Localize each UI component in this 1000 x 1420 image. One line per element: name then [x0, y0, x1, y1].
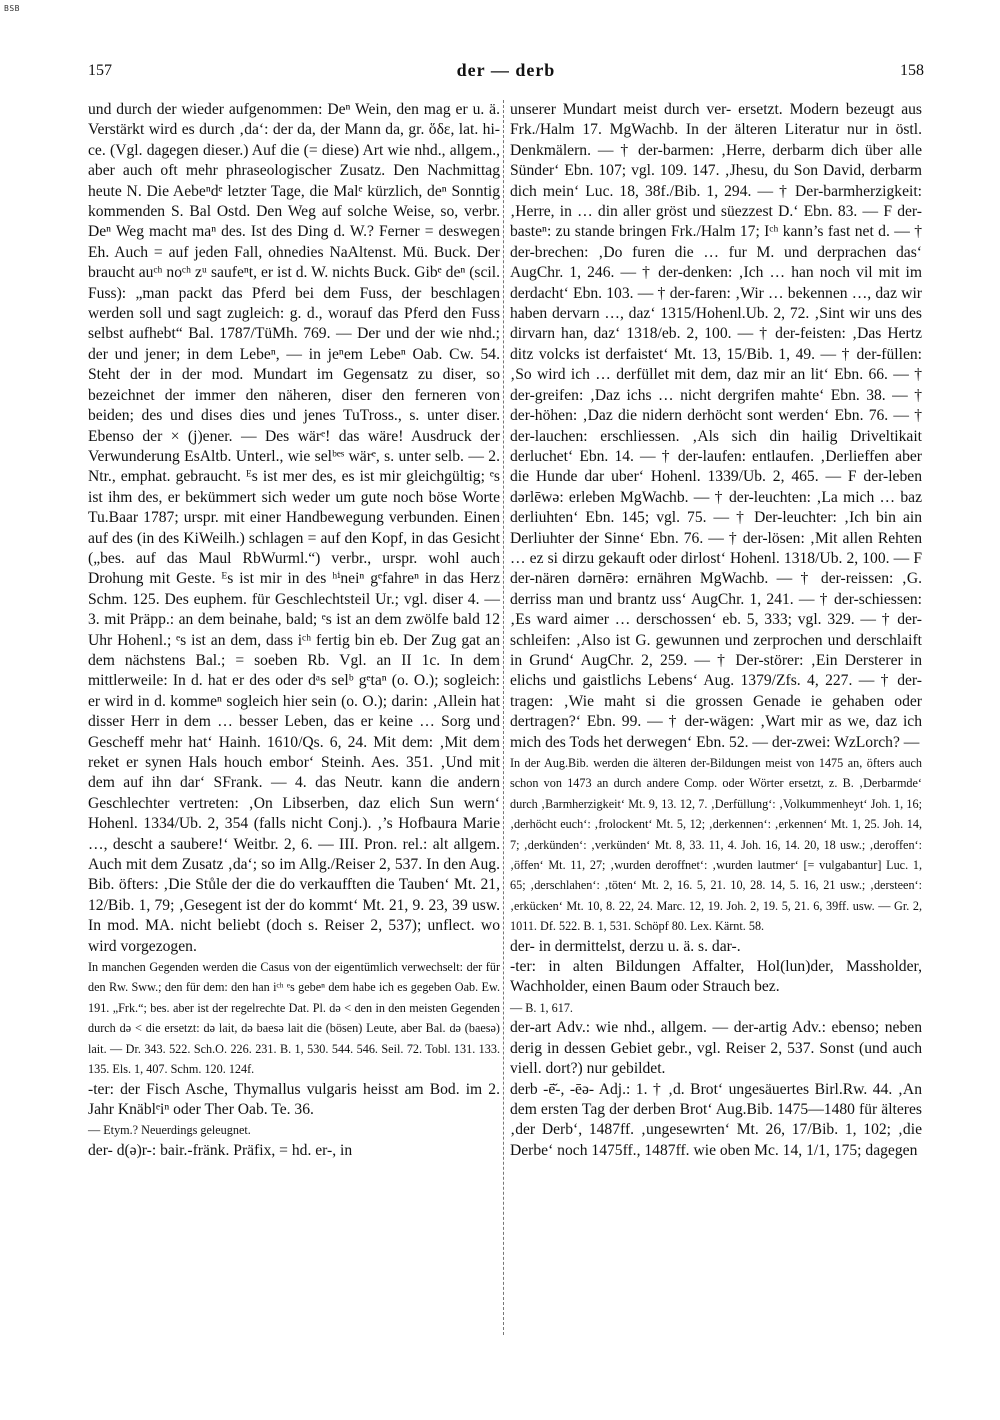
entry-der-prefix-continued: unserer Mundart meist durch ver- ersetzt. Modern bezeugt aus Frk./Halm 17. MgWachb. In der älteren Literatur nur in östl. Denkmälern. — † der-barmen: ‚Herre, derbarm dich über alle Sünder‘ Ebn. 107; vgl. 109. 147. ‚Jhesu, du Son David, derbarm dich mein‘ Luc. 18, 38f./Bib. 1, 294. — † Der-barmherzigkeit: ‚Herre, in … din aller gröst und süezzest D.‘ Ebn. 83. — F der-basteⁿ: zu stande bringen Frk./Halm 17; Iᶜʰ kann’s fast net d. — † der-brechen: ‚Do furen die … fur M. und derprachen das‘ AugChr. 1, 246. — † der-denken: ‚Ich … han noch vil mit im derdacht‘ Ebn. 103. — † der-faren: ‚Wir … bekennen …, daz wir haben dervarn …, daz‘ 1315/Hohenl.Ub. 2, 72. ‚Sint wir uns des dirvarn han, daz‘ 1318/eb. 2, 100. — † der-feisten: ‚Das Hertz ditz volcks ist derfaistet‘ Mt. 13, 15/Bib. 1, 49. — † der-füllen: ‚So wird ich … derfüllet mit dem, daz mir an lit‘ Ebn. 66. — † der-greifen: ‚Daz ichs … nicht dergrifen mahte‘ Ebn. 38. — † der-höhen: ‚Daz die nidern derhöcht sont werden‘ Ebn. 76. — † der-lauchen: erschliessen. ‚Als sich din hailig Driveltikait derluchet‘ Ebn. 14. — † der-laufen: entlaufen. ‚Derlieffen aber die Hunde dar uber‘ Hohenl. 1339/Ub. 2, 465. — F der-leben dərlēwə: erleben MgWachb. — † der-leuchten: ‚La mich … baz derliuhten‘ Ebn. 145; vgl. 75. — † Der-leuchter: ‚Ich bin ain Derliuhter der Sinne‘ Ebn. 76. — † der-lösen: ‚Mit allen Rehten … ez si dirzu gekauft oder dirlost‘ Hohenl. 1318/Ub. 2, 100. — F der-nären dərnērə: ernähren MgWachb. — † der-reissen: ‚G. derriss man und brantz uss‘ AugChr. 1, 241. — † der-schiessen: ‚Es ward aimer … derschossen‘ eb. 5, 333; vgl. 329. — † der-schleifen: ‚Also ist G. gewunnen und zerprochen und derschlaift in Grund‘ AugChr. 2, 259. — † Der-störer: ‚Ein Dersterer in elichs und gaistlichs Lebens‘ Aug. 1379/Zfs. 4, 227. — † der-tragen: ‚Wie maht si die grossen Genade ie gehaben oder dertragen?‘ Ebn. 99. — † der-wägen: ‚Wart mir as we, daz ich mich des Tods het derwegen‘ Ebn. 52. — der-zwei: WzLorch? —: [510, 101, 922, 751]
entry-der-continued: und durch der wieder aufgenommen: Deⁿ Wein, den mag er u. ä. Verstärkt wird es durch ‚da‘: der da, der Mann da, gr. ὅδε, lat. hi-ce. (Vgl. dagegen dieser.) Auf die (= diese) Art wie nhd., allgem., aber auch oft mehr phraseologischer Zusatz. Den Nachmittag heute N. Die Aebeⁿdᵉ letzter Tage, die Malᵉ kürzlich, deⁿ Sonntig kommenden S. Bal Ostd. Den Weg auf solche Weise, so, verbr. Deⁿ Weg macht maⁿ des. Ist des Ding d. W.? Ferner = deswegen Eh. Auch = auf jeden Fall, ohnedies NaAltenst. Mü. Buck. Der braucht auᶜʰ noᶜʰ zᵘ saufeⁿt, er ist d. W. nichts Buck. Gibᵉ deⁿ (scil. Fuss): „man packt das Pferd bei dem Fuss, der beschlagen werden soll und sagt zugleich: g. d., worauf das Pferd den Fuss selbst aufhebt“ Bal. 1787/TüMh. 769. — Der und der wie nhd.; der und jener; in dem Lebeⁿ, — in jeⁿem Lebeⁿ Oab. Cw. 54. Steht der in der mod. Mundart im Gegensatz zu diser, so bezeichnet der immer den näheren, diser den ferneren von beiden; des und dises dies und jenes TuTross., s. unter diser. Ebenso der × (j)ener. — Des wärᵉ! das wäre! Ausdruck der Verwunderung EsAltb. Unterl., wie selᵇᵉˢ wärᵉ, s. unter selb. — 2. Ntr., emphat. gebraucht. ᴱs ist mer des, es ist mir gleichgültig; ᵉs ist ihm des, er bekümmert sich weder um gute noch böse Worte Tu.Baar 1787; urspr. mit einer Handbewegung verbunden. Einen auf des (in des KiWeilh.) schlagen = auf den Kopf, in das Gesicht („bes. auf das Maul RbWurml.“) verbr., urspr. wohl auch Drohung mit Geste. ᴱs ist mir in des ʰⁱneiⁿ gᵉfahreⁿ in das Herz Schm. 125. Des euphem. für Geschlechtsteil Ur.; vgl. diser 4. — 3. mit Präpp.: an dem beinahe, bald; ᵉs ist an dem zwölfe bald 12 Uhr Hohenl.; ᵉs ist an dem, dass iᶜʰ fertig bin eb. Der Zug gat an dem nächstens Bal.; = soeben Rb. Vgl. an II 1c. In dem mittlerweile: In d. hat er des oder dᵃs selᵇ gᵉtaⁿ (o. O.); sogleich: er wird in d. kommeⁿ sogleich hier sein (o. O.); darin: ‚Allein hat disser Herr in dem … besser Leben, das er keine … Sorg und Gescheff mehr hat‘ Hainh. 1610/Qs. 6, 24. Mit dem: ‚Mit dem reket er synen Hals houch embor‘ Steinh. Aes. 351. ‚Und mit dem auf ihn dar‘ SFrank. — 4. das Neutr. kann die andern Geschlechter vertreten: ‚On Libserben, daz elich Sun wern‘ Hohenl. 1334/Ub. 2, 354 (falls nicht Conj.). ‚’s Hofbaura Marie …, descht a saubere!‘ Weitbr. 2, 6. — III. Pron. rel.: alt allgem. Auch mit dem Zusatz ‚da‘; so im Allg./Reiser 2, 537. In den Aug. Bib. öfters: ‚Die Stůle der die do verkaufften die Tauben‘ Mt. 21, 12/Bib. 1, 79; ‚Gesegent ist der do kommt‘ Mt. 21, 9. 23, 39 usw. In mod. MA. nicht beliebt (doch s. Reiser 2, 537); unflect. wo wird vorgezogen.: [88, 101, 500, 955]
column-divider: [503, 100, 504, 1335]
entry-der-prefix-note: In der Aug.Bib. werden die älteren der-Bildungen meist von 1475 an, öfters auch schon von 1473 an durch andere Comp. oder Wörter ersetzt, z. B. ‚Derbarmde‘ durch ‚Barmherzigkeit‘ Mt. 9, 13. 12, 7. ‚Derfüllung‘: ‚Volkummenheyt‘ Joh. 1, 16; ‚derhöcht euch‘: ‚frolockent‘ Mt. 5, 12; ‚derkennen‘: ‚erkennen‘ Mt. 1, 25. Joh. 14, 7; ‚derkünden‘: ‚verkünden‘ Mt. 8, 33. 11, 4. Joh. 16, 14. 20, 18 usw.; ‚deroffen‘: ‚öffen‘ Mt. 11, 27; ‚wurden deroffnet‘: ‚wurden lautmer‘ [= vulgabantur] Luc. 1, 65; ‚derschlahen‘: ‚töten‘ Mt. 2, 16. 5, 21. 10, 28. 14, 5. 16, 21 usw.; ‚dersteen‘: ‚erkücken‘ Mt. 10, 8. 22, 24. Marc. 12, 19. Joh. 2, 19. 5, 21. 6, 39ff. usw. — Gr. 2, 1011. Df. 522. B. 1, 531. Schöpf 80. Lex. Kärnt. 58.: [510, 756, 922, 934]
entry-der-in: der- in dermittelst, derzu u. ä. s. dar-.: [510, 937, 741, 955]
right-column: [510, 100, 922, 1161]
entry-ter-note: — Etym.? Neuerdings geleugnet.: [88, 1123, 251, 1138]
entry-ter-2: -ter: in alten Bildungen Affalter, Hol(lun)der, Massholder, Wachholder, einen Baum oder Strauch bez.: [510, 958, 922, 996]
page-number-left: 157: [88, 62, 112, 79]
page-header: [88, 58, 924, 86]
entry-derb: derb -ē̆-, -ēə- Adj.: 1. † ‚d. Brot‘ ungesäuertes Birl.Rw. 44. ‚An dem ersten Tag der derben Brot‘ Aug.Bib. 1475—1480 für älteres ‚der Derb‘, 1487ff. ‚ungesewrten‘ Mt. 26, 17/Bib. 1, 102; ‚die Derbe‘ noch 1475ff., 1487ff. wie oben Mc. 14, 1/1, 175; dagegen: [510, 1080, 922, 1159]
entry-ter-2-note: — B. 1, 617.: [510, 1000, 573, 1015]
running-head: der — derb: [456, 60, 556, 80]
left-column: [88, 100, 500, 1161]
entry-derart: der-art Adv.: wie nhd., allgem. — der-artig Adv.: ebenso; neben derig in dessen Gebiet gebr., vgl. Reiser 2, 537. Sonst (und auch viell. dort?) nur gebildet.: [510, 1019, 922, 1078]
entry-der-prefix: der- d(ə)r-: bair.-fränk. Präfix, = hd. er-, in: [88, 1141, 353, 1159]
entry-ter: -ter: der Fisch Asche, Thymallus vulgaris heisst am Bod. im 2. Jahr Knäblᵉiⁿ oder Ther Oab. Te. 36.: [88, 1080, 500, 1118]
entry-der-note: In manchen Gegenden werden die Casus von der eigentümlich verwechselt: der für den Rw. Sww.; den für dem: den han iᶜʰ ᵉs gebeⁿ dem habe ich es gegeben Oab. Ew. 191. „Frk.“; bes. aber ist der regelrechte Dat. Pl. də < den in den meisten Gegenden durch də < die ersetzt: də lait, də baesə lait die (bösen) Leute, aber Bal. də (baesə) lait. — Dr. 343. 522. Sch.O. 226. 231. B. 1, 530. 544. 546. Seil. 72. Tobl. 131. 133. 135. Els. 1, 407. Schm. 120. 124f.: [88, 960, 500, 1077]
library-stamp: BSB: [4, 4, 20, 13]
page-number-right: 158: [900, 62, 924, 79]
